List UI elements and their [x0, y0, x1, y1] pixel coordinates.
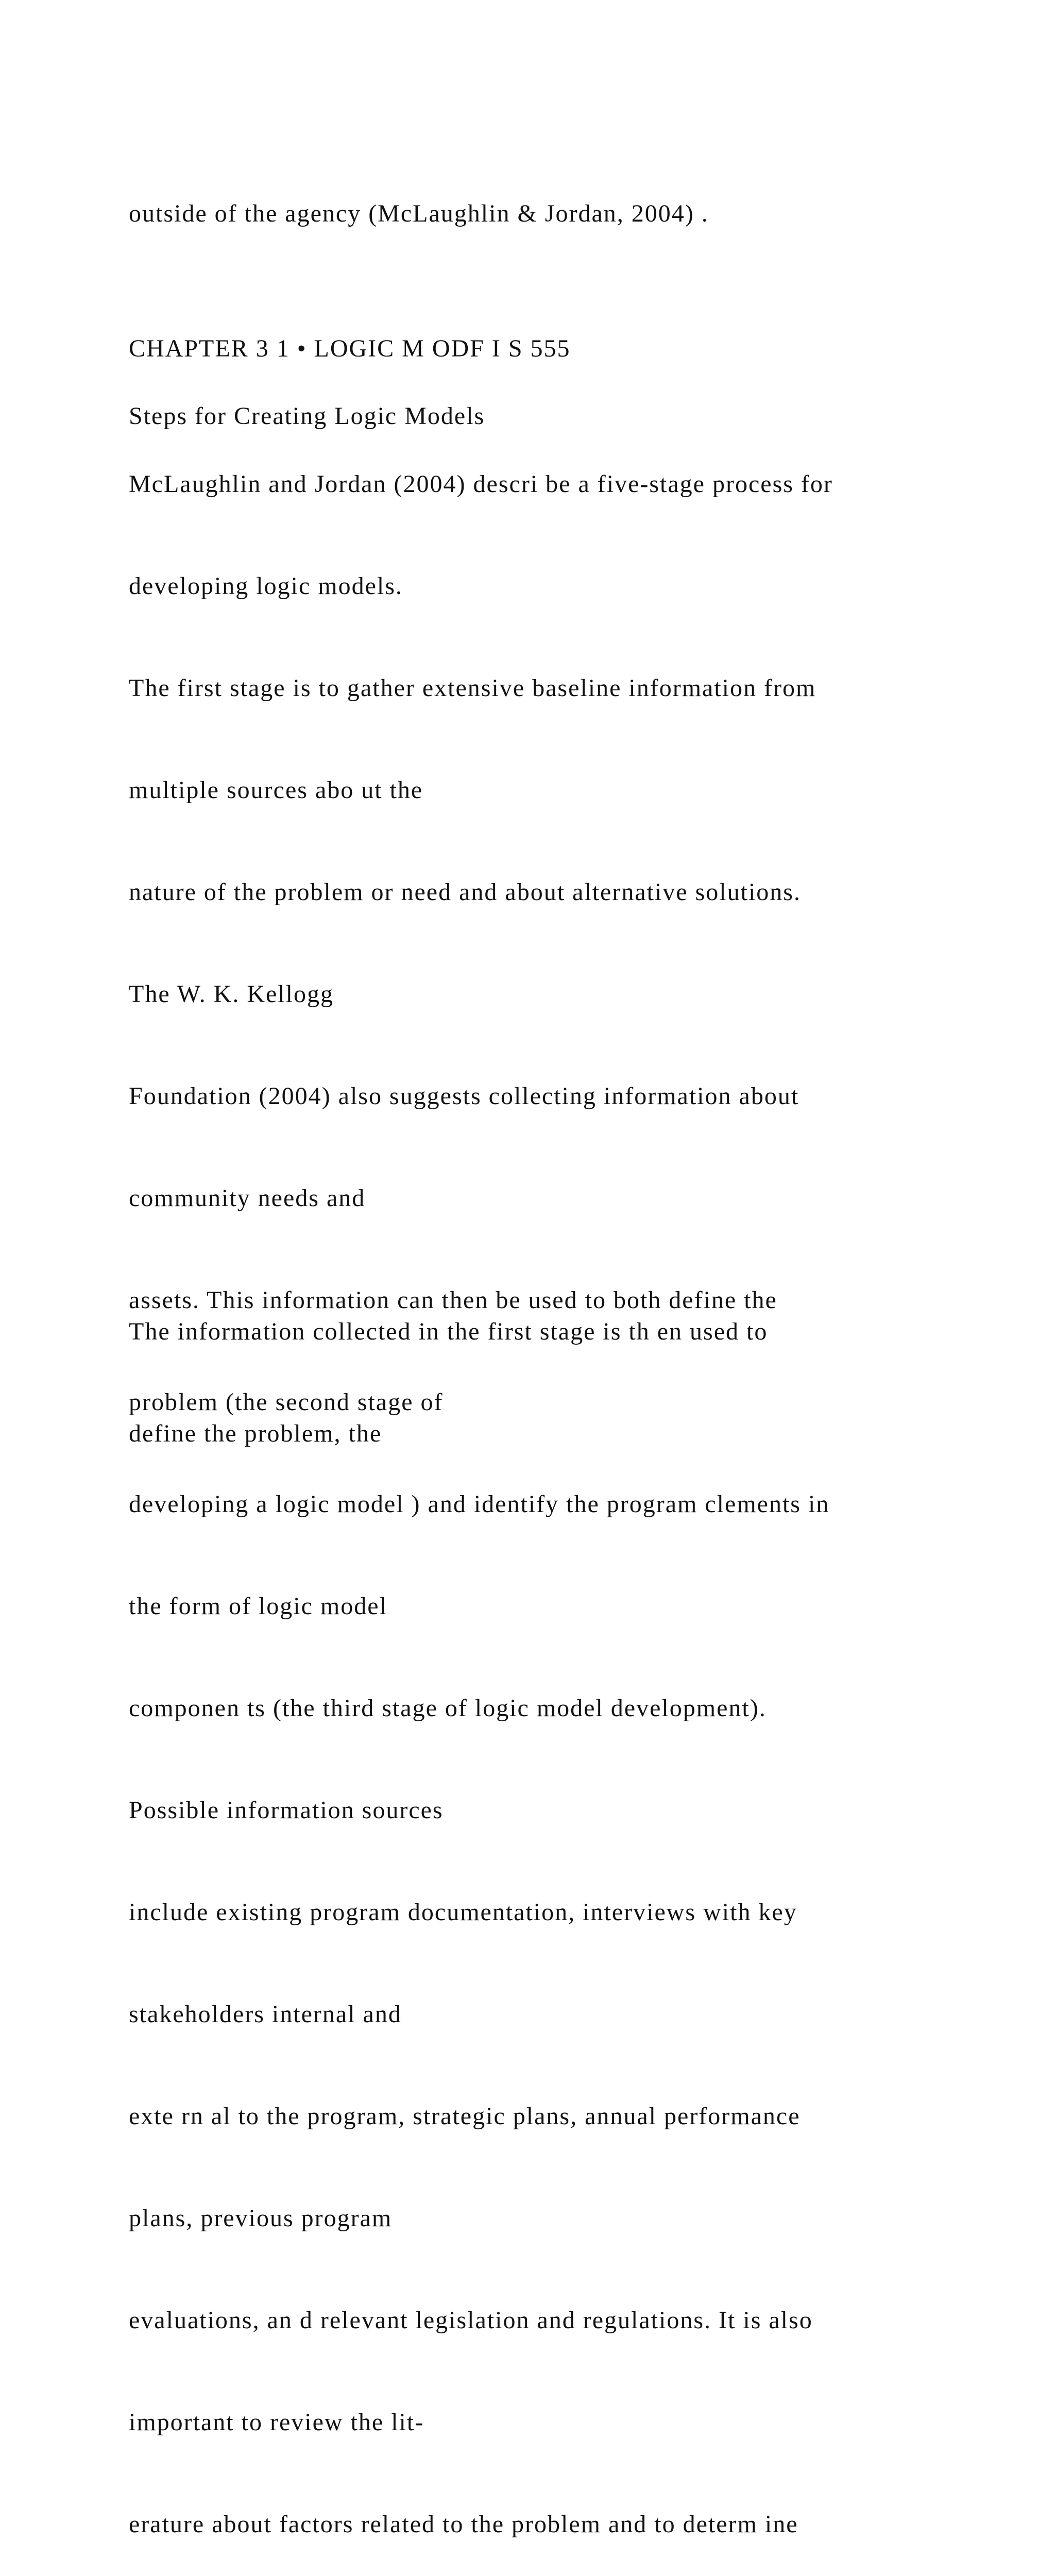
text-line: stakeholders internal and: [129, 2001, 402, 2028]
text-line: developing a logic model ) and identify the program clements in: [129, 1490, 830, 1518]
text-line: Foundation (2004) also suggests collecting information about: [129, 1082, 799, 1110]
text-line: erature about factors related to the problem and to determ ine: [129, 2511, 798, 2538]
text-line: nature of the problem or need and about alternative solutions.: [129, 878, 801, 906]
text-line: important to review the lit-: [129, 2409, 424, 2436]
text-line: CHAPTER 3 1 • LOGIC M ODF I S 555: [129, 335, 571, 362]
text-line: The first stage is to gather extensive baseline information from: [129, 674, 816, 702]
text-line: problem (the second stage of: [129, 1388, 444, 1416]
text-line: The W. K. Kellogg: [129, 980, 334, 1008]
text-line: exte rn al to the program, strategic plans, annual performance: [129, 2103, 801, 2130]
text-line: define the problem, the: [129, 1420, 382, 1447]
text-line: outside of the agency (McLaughlin & Jordan, 2004) .: [129, 200, 709, 227]
text-line: include existing program documentation, interviews with key: [129, 1899, 797, 1926]
text-line: The information collected in the first stage is th en used to: [129, 1318, 768, 1345]
text-line: Steps for Creating Logic Models: [129, 402, 485, 430]
text-line: componen ts (the third stage of logic model development).: [129, 1694, 767, 1722]
text-line: McLaughlin and Jordan (2004) descri be a five-stage process for: [129, 470, 833, 498]
text-line: evaluations, an d relevant legislation and regulations. It is also: [129, 2307, 813, 2334]
text-line: Possible information sources: [129, 1797, 444, 1824]
text-line: assets. This information can then be used to both define the: [129, 1286, 777, 1314]
text-line: the form of logic model: [129, 1592, 387, 1620]
text-line: plans, previous program: [129, 2205, 393, 2232]
text-line: multiple sources abo ut the: [129, 776, 423, 804]
text-line: community needs and: [129, 1184, 366, 1212]
text-line: developing logic models.: [129, 572, 403, 600]
body-paragraph: [129, 1247, 1005, 1519]
